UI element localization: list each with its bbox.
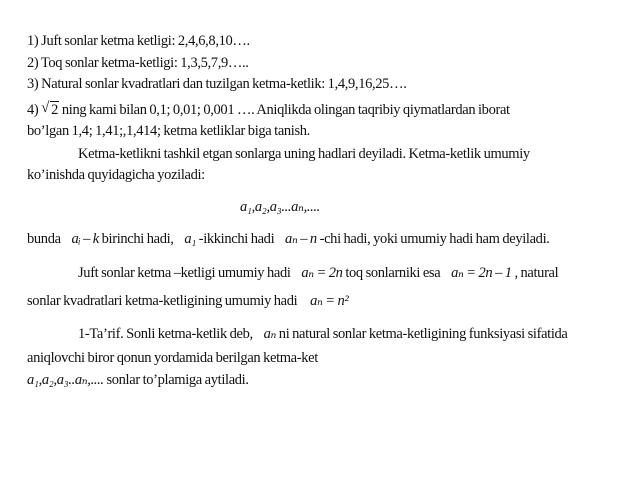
definition-1-line-2: aniqlovchi biror qonun yordamida berilgan ketma-ket [27, 350, 318, 366]
general-terms-line [78, 265, 558, 282]
text-second-term: -ikkinchi hadi [198, 231, 275, 247]
squares-general-term-line [27, 293, 348, 310]
formula-sequence-terms: a₁,a₂,a₃..aₙ,.... [27, 372, 104, 388]
definition-1-heading: 1-Ta’rif. Sonli ketma-ketlik deb, [78, 326, 253, 342]
formula-an-2n-minus-1: aₙ = 2n – 1 [451, 265, 512, 281]
definition-paragraph-line-2: ko’inishda quyidagicha yoziladi: [27, 167, 205, 183]
definition-paragraph-line-1: Ketma-ketlikni tashkil etgan sonlarga uning hadlari deyiladi. Ketma-ketlik umumiy [78, 146, 530, 162]
sqrt-two-formula: √ 2 [41, 100, 59, 118]
formula-an-2n: aₙ = 2n [301, 265, 343, 281]
text-general-term: -chi hadi, yoki umumiy hadi ham deyiladi. [319, 231, 550, 247]
item-4-continuation: bo’lgan 1,4; 1,41;,1,414; ketma ketliklar biga tanish. [27, 123, 310, 139]
text-first-term: birinchi hadi, [101, 231, 174, 247]
definition-1-ending: sonlar to’plamiga aytiladi. [106, 372, 249, 388]
formula-an: aₙ [263, 326, 277, 342]
formula-an-n: aₙ – n [285, 231, 317, 247]
item-3-squares: 3) Natural sonlar kvadratlari dan tuzilgan ketma-ketlik: 1,4,9,16,25…. [27, 76, 407, 92]
text-even-general-term: Juft sonlar ketma –ketligi umumiy hadi [78, 265, 291, 281]
general-sequence-formula: a₁,a₂,a₃...aₙ,.... [240, 199, 320, 215]
item-4-sqrt-approximations [27, 102, 510, 119]
formula-ai-k: aᵢ – k [71, 231, 99, 247]
formula-a1: a₁ [184, 231, 196, 247]
word-bunda: bunda [27, 231, 61, 247]
item-1-even-numbers: 1) Juft sonlar ketma ketligi: 2,4,6,8,10…. [27, 33, 250, 49]
definition-1-text: ni natural sonlar ketma-ketligining funksiyasi sifatida [278, 326, 568, 342]
text-natural: , natural [514, 265, 559, 281]
terms-explanation-line [27, 231, 550, 248]
text-squares-general-term: sonlar kvadratlari ketma-ketligining umumiy hadi [27, 293, 298, 309]
definition-1-line-1 [78, 326, 568, 343]
definition-1-line-3 [27, 372, 249, 389]
item-2-odd-numbers: 2) Toq sonlar ketma-ketligi: 1,3,5,7,9….. [27, 55, 249, 71]
item-4-text: ning kami bilan 0,1; 0,01; 0,001 …. Aniqlikda olingan taqribiy qiymatlardan iborat [61, 102, 510, 118]
item-4-number: 4) [27, 102, 39, 118]
text-odd-general-term: toq sonlarniki esa [345, 265, 441, 281]
formula-an-n-squared: aₙ = n² [310, 293, 349, 309]
